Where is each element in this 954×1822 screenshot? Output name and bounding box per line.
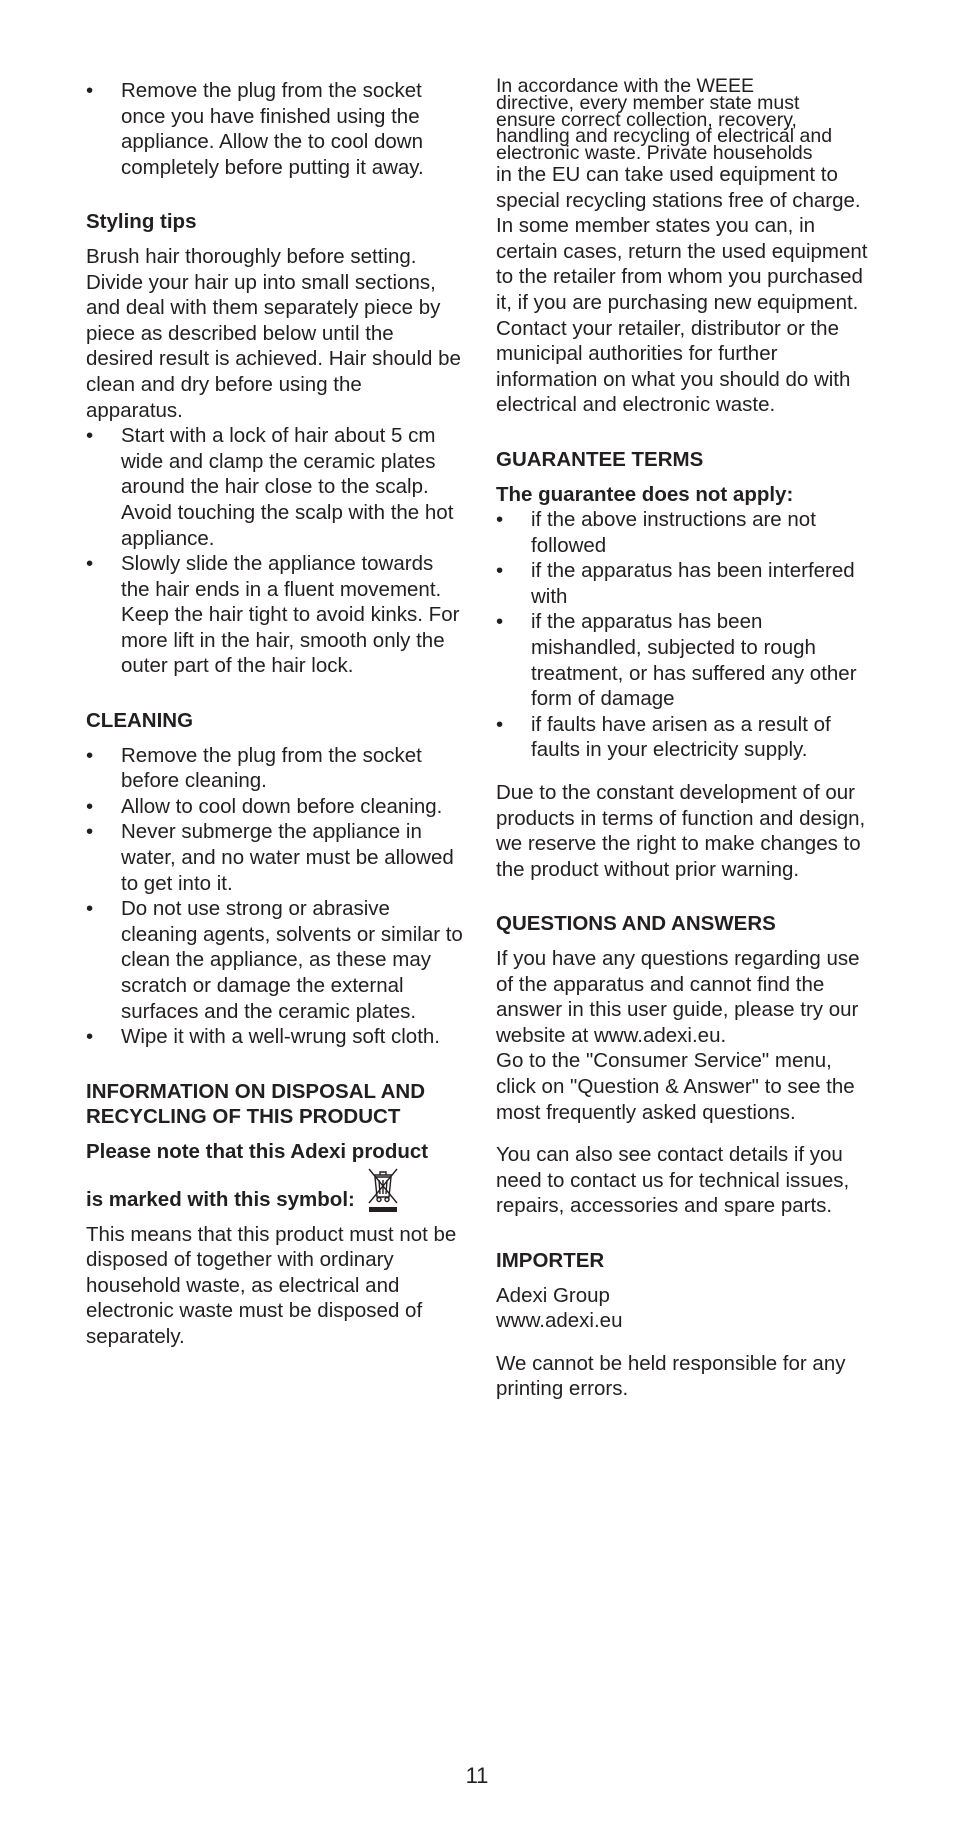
weee-compressed-text [496, 75, 876, 165]
crossed-out-wheelie-bin-icon [365, 1165, 401, 1213]
weee-line: electronic waste. Private households [496, 142, 813, 165]
weee-line: handling and recycling of electrical and [496, 125, 833, 148]
list-item: • Remove the plug from the socket before cleaning. [86, 743, 464, 794]
guarantee-subheading: The guarantee does not apply: [496, 482, 794, 506]
page-number: 11 [465, 1763, 489, 1788]
weee-text: in the EU can take used equipment to special recycling stations free of charge. In some member states you can, in certain cases, return the used equipment to the retailer from whom you purchased it, if you are purchasing new equipment. Contact your retailer, distributor or the municipal authorities for further information on what you should do with electrical and electronic waste. [496, 162, 868, 417]
disposal-text: This means that this product must not be disposed of together with ordinary household waste, as electrical and electronic waste must be disposed of separately. [86, 1222, 457, 1348]
disposal-heading-line-1: INFORMATION ON DISPOSAL AND [86, 1079, 426, 1103]
importer-heading: IMPORTER [496, 1248, 605, 1272]
cleaning-heading: CLEANING [86, 709, 194, 733]
list-item: • Start with a lock of hair about 5 cm wide and clamp the ceramic plates around the hair close to the scalp. Avoid touching the scalp with the hot appliance. [86, 423, 464, 551]
list-item: • Remove the plug from the socket once you have finished using the appliance. Allow the to cool down completely before putting it away. [86, 78, 464, 180]
styling-tips-text: Brush hair thoroughly before setting. Divide your hair up into small sections, and deal with them separately piece by piece as described below until the desired result is achieved. Hair should be clean and dry before using the apparatus. [86, 244, 461, 422]
disposal-heading [86, 1079, 464, 1130]
qa-text-consumer-service: Go to the "Consumer Service" menu, click on "Question & Answer" to see the most frequently asked questions. [496, 1049, 855, 1124]
printing-errors-text: We cannot be held responsible for any printing errors. [496, 1351, 846, 1401]
list-item: • if the above instructions are not followed [496, 507, 876, 558]
list-item: • Slowly slide the appliance towards the hair ends in a fluent movement. Keep the hair tight to avoid kinks. For more lift in the hair, smooth only the outer part of the hair lock. [86, 551, 464, 679]
list-item: • if faults have arisen as a result of faults in your electricity supply. [496, 712, 876, 763]
left-column [86, 78, 464, 1350]
importer-url: www.adexi.eu [496, 1309, 623, 1333]
list-item: • if the apparatus has been interfered with [496, 558, 876, 609]
styling-tips-heading: Styling tips [86, 210, 197, 234]
contact-text: You can also see contact details if you need to contact us for technical issues, repairs, accessories and spare parts. [496, 1143, 850, 1218]
qa-text: If you have any questions regarding use of the apparatus and cannot find the answer in this user guide, please try our website at www.adexi.eu. [496, 947, 860, 1047]
list-item: • Wipe it with a well-wrung soft cloth. [86, 1024, 464, 1050]
development-text: Due to the constant development of our products in terms of function and design, we reserve the right to make changes to the product without prior warning. [496, 781, 866, 881]
cleaning-bullet-list [86, 743, 464, 1050]
weee-line: directive, every member state must [496, 91, 800, 114]
qa-heading: QUESTIONS AND ANSWERS [496, 912, 776, 936]
guarantee-bullet-list [496, 507, 876, 763]
disposal-note-line-2 [86, 1165, 464, 1213]
weee-line: In accordance with the WEEE [496, 75, 754, 97]
guarantee-heading: GUARANTEE TERMS [496, 447, 704, 471]
list-item: • Allow to cool down before cleaning. [86, 794, 464, 820]
list-item: • Do not use strong or abrasive cleaning agents, solvents or similar to clean the appliance, as these may scratch or damage the external surfaces and the ceramic plates. [86, 896, 464, 1024]
right-column [496, 75, 876, 1402]
importer-name: Adexi Group [496, 1283, 610, 1307]
styling-bullet-list [86, 423, 464, 679]
disposal-heading-line-2: RECYCLING OF THIS PRODUCT [86, 1105, 401, 1129]
list-item: • if the apparatus has been mishandled, subjected to rough treatment, or has suffered any other form of damage [496, 609, 876, 711]
disposal-note-text: is marked with this symbol: [86, 1187, 355, 1211]
disposal-note-line-1: Please note that this Adexi product [86, 1139, 429, 1163]
list-item: • Never submerge the appliance in water, and no water must be allowed to get into it. [86, 819, 464, 896]
intro-bullet-list [86, 78, 464, 180]
weee-line: ensure correct collection, recovery, [496, 108, 797, 131]
